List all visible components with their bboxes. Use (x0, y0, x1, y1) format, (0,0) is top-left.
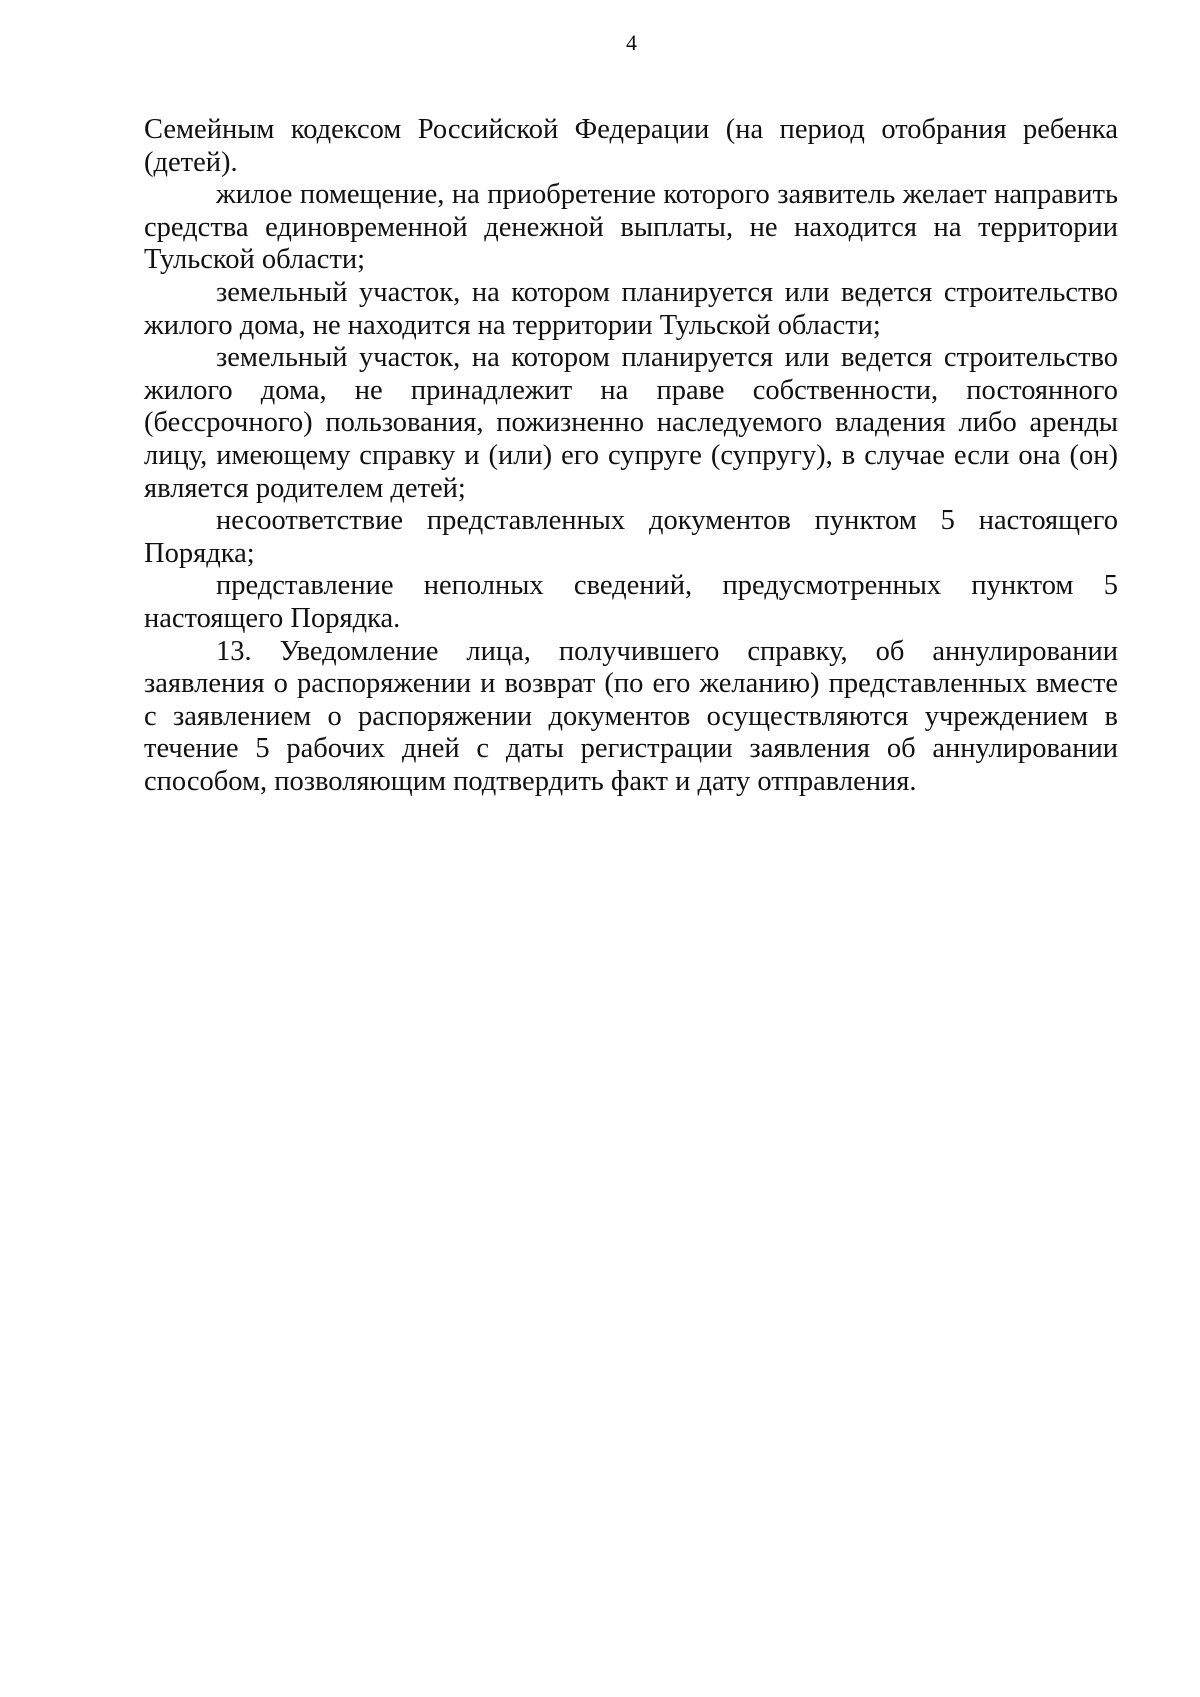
paragraph-incomplete-info: представление неполных сведений, предусмотренных пунктом 5 настоящего Порядка. (144, 570, 1118, 634)
paragraph-land-ownership: земельный участок, на котором планируется или ведется строительство жилого дома, не принадлежит на праве собственности, постоянного (бессрочного) пользования, пожизненно наследуемого владения либо аренды лицу, имеющему справку и (или) его супруге (супругу), в случае если она (он) является родителем детей; (144, 342, 1118, 504)
page-number: 4 (626, 30, 637, 55)
paragraph-item-13: 13. Уведомление лица, получившего справку, об аннулировании заявления о распоряжении и возврат (по его желанию) представленных вместе с заявлением о распоряжении документов осуществляются учреждением в течение 5 рабочих дней с даты регистрации заявления об аннулировании способом, позволяющим подтвердить факт и дату отправления. (144, 635, 1118, 797)
paragraph-documents-mismatch: несоответствие представленных документов пунктом 5 настоящего Порядка; (144, 505, 1118, 569)
paragraph-land-not-in-region: земельный участок, на котором планируется или ведется строительство жилого дома, не находится на территории Тульской области; (144, 276, 1118, 341)
paragraph-housing-not-in-region: жилое помещение, на приобретение которого заявитель желает направить средства единовременной денежной выплаты, не находится на территории Тульской области; (144, 179, 1118, 276)
document-body (144, 114, 1118, 798)
paragraph-continuation: Семейным кодексом Российской Федерации (на период отобрания ребенка (детей). (144, 114, 1118, 178)
